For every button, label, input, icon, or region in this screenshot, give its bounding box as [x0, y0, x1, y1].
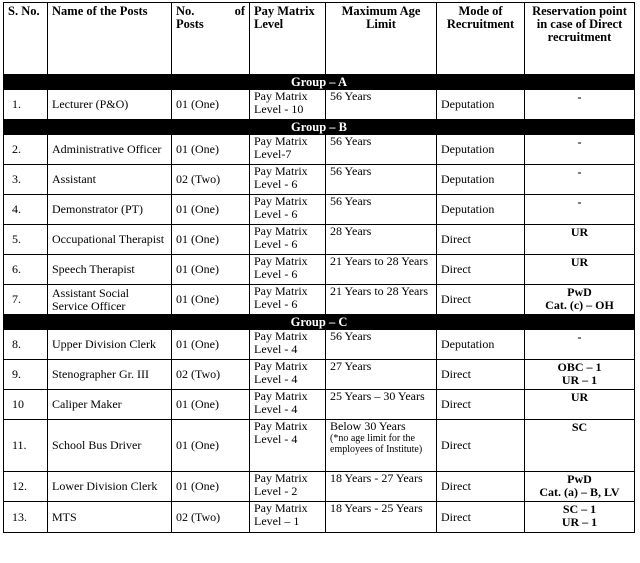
- cell-mode: [437, 165, 525, 195]
- group-c-body: [4, 330, 635, 533]
- table-row: [4, 90, 635, 120]
- post-name: Lecturer (P&O): [52, 97, 129, 111]
- pay-line2: Level - 4: [254, 432, 298, 446]
- group-a-body: [4, 90, 635, 120]
- cell-name: [48, 420, 172, 472]
- age-text: 56 Years: [330, 194, 372, 208]
- cell-name: [48, 225, 172, 255]
- pay-line1: Pay Matrix: [254, 134, 308, 148]
- cell-reservation: [525, 330, 635, 360]
- age-text: 25 Years – 30 Years: [330, 389, 425, 403]
- pay-line1: Pay Matrix: [254, 359, 308, 373]
- cell-sno: [4, 135, 48, 165]
- cell-mode: [437, 195, 525, 225]
- cell-posts: [172, 165, 250, 195]
- pay-line1: Pay Matrix: [254, 501, 308, 515]
- reservation-line1: PwD: [567, 285, 592, 299]
- age-text: 21 Years to 28 Years: [330, 254, 429, 268]
- mode-text: Deputation: [441, 202, 495, 216]
- header-posts: No. of Posts: [172, 3, 250, 75]
- age-text: Below 30 Years: [330, 419, 406, 433]
- post-name: Assistant Social Service Officer: [52, 285, 129, 313]
- pay-line2: Level - 4: [254, 342, 298, 356]
- cell-name: [48, 165, 172, 195]
- mode-text: Deputation: [441, 97, 495, 111]
- cell-mode: [437, 225, 525, 255]
- cell-posts: [172, 502, 250, 533]
- cell-posts: [172, 195, 250, 225]
- sno-text: 10: [12, 397, 24, 411]
- age-text: 27 Years: [330, 359, 372, 373]
- cell-age: [326, 330, 437, 360]
- age-text: 28 Years: [330, 224, 372, 238]
- cell-age: [326, 255, 437, 285]
- header-age: Maximum Age Limit: [326, 3, 437, 75]
- cell-pay: [250, 135, 326, 165]
- group-a-row: Group – A: [4, 75, 635, 90]
- sno-text: 7.: [12, 292, 21, 306]
- cell-reservation: [525, 255, 635, 285]
- pay-line2: Level - 6: [254, 207, 298, 221]
- cell-pay: [250, 255, 326, 285]
- pay-line1: Pay Matrix: [254, 389, 308, 403]
- table-row: [4, 165, 635, 195]
- mode-text: Direct: [441, 232, 471, 246]
- cell-posts: [172, 225, 250, 255]
- sno-text: 12.: [12, 479, 27, 493]
- group-b-row: Group – B: [4, 120, 635, 135]
- reservation-line1: UR: [570, 390, 589, 404]
- pay-line1: Pay Matrix: [254, 471, 308, 485]
- cell-mode: [437, 330, 525, 360]
- cell-posts: [172, 90, 250, 120]
- cell-mode: [437, 502, 525, 533]
- cell-mode: [437, 472, 525, 502]
- header-sno: S. No.: [4, 3, 48, 75]
- mode-text: Direct: [441, 262, 471, 276]
- age-text: 18 Years - 25 Years: [330, 501, 423, 515]
- cell-sno: [4, 165, 48, 195]
- cell-posts: [172, 330, 250, 360]
- pay-line2: Level - 6: [254, 177, 298, 191]
- posts-count: 01 (One): [176, 262, 219, 276]
- cell-pay: [250, 360, 326, 390]
- cell-reservation: [525, 90, 635, 120]
- post-name: Demonstrator (PT): [52, 202, 143, 216]
- posts-count: 02 (Two): [176, 367, 221, 381]
- group-b-body: [4, 135, 635, 315]
- posts-count: 01 (One): [176, 337, 219, 351]
- cell-age: [326, 195, 437, 225]
- sno-text: 6.: [12, 262, 21, 276]
- reservation-line1: -: [577, 135, 582, 149]
- header-reservation: Reservation point in case of Direct recruitment: [525, 3, 635, 75]
- posts-count: 02 (Two): [176, 509, 221, 524]
- pay-line1: Pay Matrix: [254, 164, 308, 178]
- pay-line2: Level - 4: [254, 372, 298, 386]
- posts-count: 01 (One): [176, 479, 219, 493]
- cell-reservation: [525, 165, 635, 195]
- cell-sno: [4, 472, 48, 502]
- pay-line2: Level-7: [254, 147, 292, 161]
- cell-reservation: [525, 502, 635, 533]
- pay-line1: Pay Matrix: [254, 419, 308, 433]
- pay-line2: Level - 6: [254, 297, 298, 311]
- mode-text: Deputation: [441, 172, 495, 186]
- table-row: [4, 195, 635, 225]
- cell-age: [326, 502, 437, 533]
- posts-count: 01 (One): [176, 232, 219, 246]
- mode-text: Deputation: [441, 337, 495, 351]
- cell-pay: [250, 225, 326, 255]
- cell-pay: [250, 285, 326, 315]
- table-row: [4, 285, 635, 315]
- cell-age: [326, 225, 437, 255]
- cell-name: [48, 330, 172, 360]
- cell-reservation: [525, 360, 635, 390]
- posts-count: 01 (One): [176, 438, 219, 452]
- posts-count: 01 (One): [176, 202, 219, 216]
- mode-text: Direct: [441, 479, 471, 493]
- header-mode: Mode of Recruitment: [437, 3, 525, 75]
- post-name: Lower Division Clerk: [52, 479, 158, 493]
- post-name: Occupational Therapist: [52, 232, 165, 246]
- sno-text: 3.: [12, 172, 21, 186]
- cell-name: [48, 195, 172, 225]
- cell-sno: [4, 225, 48, 255]
- table-row: [4, 135, 635, 165]
- reservation-line1: SC: [571, 420, 588, 434]
- cell-posts: [172, 360, 250, 390]
- reservation-line1: UR: [570, 225, 589, 239]
- mode-text: Direct: [441, 292, 471, 306]
- post-name: Stenographer Gr. III: [52, 367, 149, 381]
- cell-name: [48, 390, 172, 420]
- sno-text: 4.: [12, 202, 21, 216]
- sno-text: 11.: [12, 438, 27, 452]
- pay-line2: Level - 4: [254, 402, 298, 416]
- pay-line1: Pay Matrix: [254, 89, 308, 103]
- age-text: 56 Years: [330, 329, 372, 343]
- table-row: [4, 225, 635, 255]
- sno-text: 5.: [12, 232, 21, 246]
- cell-sno: [4, 195, 48, 225]
- cell-reservation: [525, 135, 635, 165]
- cell-age: [326, 390, 437, 420]
- posts-count: 01 (One): [176, 97, 219, 111]
- recruitment-table: [3, 2, 635, 533]
- cell-pay: [250, 90, 326, 120]
- reservation-line2: Cat. (c) – OH: [545, 298, 614, 312]
- pay-line2: Level - 10: [254, 102, 304, 116]
- table-row: [4, 255, 635, 285]
- cell-name: [48, 135, 172, 165]
- post-name: MTS: [52, 509, 77, 524]
- cell-pay: [250, 472, 326, 502]
- cell-mode: [437, 360, 525, 390]
- cell-posts: [172, 390, 250, 420]
- reservation-line2: Cat. (a) – B, LV: [539, 485, 620, 499]
- post-name: Assistant: [52, 172, 97, 186]
- table-row: [4, 502, 635, 533]
- cell-name: [48, 502, 172, 533]
- cell-reservation: [525, 472, 635, 502]
- cell-age: [326, 165, 437, 195]
- post-name: School Bus Driver: [52, 438, 142, 452]
- cell-sno: [4, 255, 48, 285]
- header-row: [4, 3, 635, 75]
- pay-line2: Level – 1: [254, 514, 300, 528]
- post-name: Speech Therapist: [52, 262, 135, 276]
- reservation-line1: -: [577, 165, 582, 179]
- mode-text: Direct: [441, 397, 471, 411]
- reservation-line1: -: [577, 330, 582, 344]
- age-text: 56 Years: [330, 134, 372, 148]
- sno-text: 8.: [12, 337, 21, 351]
- reservation-line2: UR – 1: [561, 515, 598, 529]
- table-row: [4, 472, 635, 502]
- mode-text: Direct: [441, 438, 471, 452]
- cell-mode: [437, 285, 525, 315]
- cell-posts: [172, 285, 250, 315]
- cell-posts: [172, 255, 250, 285]
- cell-reservation: [525, 195, 635, 225]
- cell-reservation: [525, 390, 635, 420]
- cell-pay: [250, 165, 326, 195]
- cell-pay: [250, 420, 326, 472]
- cell-sno: [4, 285, 48, 315]
- cell-mode: [437, 90, 525, 120]
- cell-sno: [4, 360, 48, 390]
- cell-name: [48, 255, 172, 285]
- header-name: Name of the Posts: [48, 3, 172, 75]
- sno-text: 13.: [12, 509, 27, 524]
- cell-name: [48, 285, 172, 315]
- pay-line1: Pay Matrix: [254, 284, 308, 298]
- cell-sno: [4, 90, 48, 120]
- cell-posts: [172, 472, 250, 502]
- cell-posts: [172, 135, 250, 165]
- cell-age: [326, 420, 437, 472]
- sno-text: 9.: [12, 367, 21, 381]
- sno-text: 2.: [12, 142, 21, 156]
- age-text: 56 Years: [330, 89, 372, 103]
- sno-text: 1.: [12, 97, 21, 111]
- reservation-line1: -: [577, 195, 582, 209]
- cell-age: [326, 360, 437, 390]
- pay-line1: Pay Matrix: [254, 329, 308, 343]
- cell-mode: [437, 255, 525, 285]
- mode-text: Deputation: [441, 142, 495, 156]
- cell-mode: [437, 420, 525, 472]
- cell-sno: [4, 390, 48, 420]
- reservation-line1: PwD: [567, 472, 592, 486]
- cell-mode: [437, 390, 525, 420]
- posts-count: 01 (One): [176, 397, 219, 411]
- cell-pay: [250, 502, 326, 533]
- posts-count: 01 (One): [176, 142, 219, 156]
- cell-reservation: [525, 285, 635, 315]
- cell-posts: [172, 420, 250, 472]
- cell-sno: [4, 420, 48, 472]
- mode-text: Direct: [441, 367, 471, 381]
- mode-text: Direct: [441, 509, 471, 524]
- cell-age: [326, 90, 437, 120]
- cell-pay: [250, 390, 326, 420]
- pay-line2: Level - 2: [254, 484, 298, 498]
- cell-name: [48, 90, 172, 120]
- age-note: (*no age limit for the employees of Institute): [330, 433, 423, 455]
- reservation-line1: OBC – 1: [557, 360, 602, 374]
- table-row: [4, 390, 635, 420]
- cell-pay: [250, 330, 326, 360]
- cell-sno: [4, 502, 48, 533]
- cell-age: [326, 285, 437, 315]
- age-text: 18 Years - 27 Years: [330, 471, 423, 485]
- reservation-line1: SC – 1: [562, 502, 597, 516]
- pay-line2: Level - 6: [254, 267, 298, 281]
- pay-line2: Level - 6: [254, 237, 298, 251]
- table-row: [4, 360, 635, 390]
- pay-line1: Pay Matrix: [254, 254, 308, 268]
- cell-name: [48, 472, 172, 502]
- posts-count: 02 (Two): [176, 172, 221, 186]
- posts-count: 01 (One): [176, 292, 219, 306]
- age-text: 21 Years to 28 Years: [330, 284, 429, 298]
- cell-mode: [437, 135, 525, 165]
- group-c-row: Group – C: [4, 315, 635, 330]
- pay-line1: Pay Matrix: [254, 194, 308, 208]
- post-name: Caliper Maker: [52, 397, 122, 411]
- cell-sno: [4, 330, 48, 360]
- cell-age: [326, 472, 437, 502]
- header-pay: Pay Matrix Level: [250, 3, 326, 75]
- reservation-line1: UR: [570, 255, 589, 269]
- table-row: [4, 420, 635, 472]
- cell-pay: [250, 195, 326, 225]
- table-row: [4, 330, 635, 360]
- reservation-line2: UR – 1: [561, 373, 598, 387]
- age-text: 56 Years: [330, 164, 372, 178]
- cell-age: [326, 135, 437, 165]
- pay-line1: Pay Matrix: [254, 224, 308, 238]
- cell-name: [48, 360, 172, 390]
- post-name: Administrative Officer: [52, 142, 162, 156]
- cell-reservation: [525, 225, 635, 255]
- cell-reservation: [525, 420, 635, 472]
- reservation-line1: -: [577, 90, 582, 104]
- post-name: Upper Division Clerk: [52, 337, 156, 351]
